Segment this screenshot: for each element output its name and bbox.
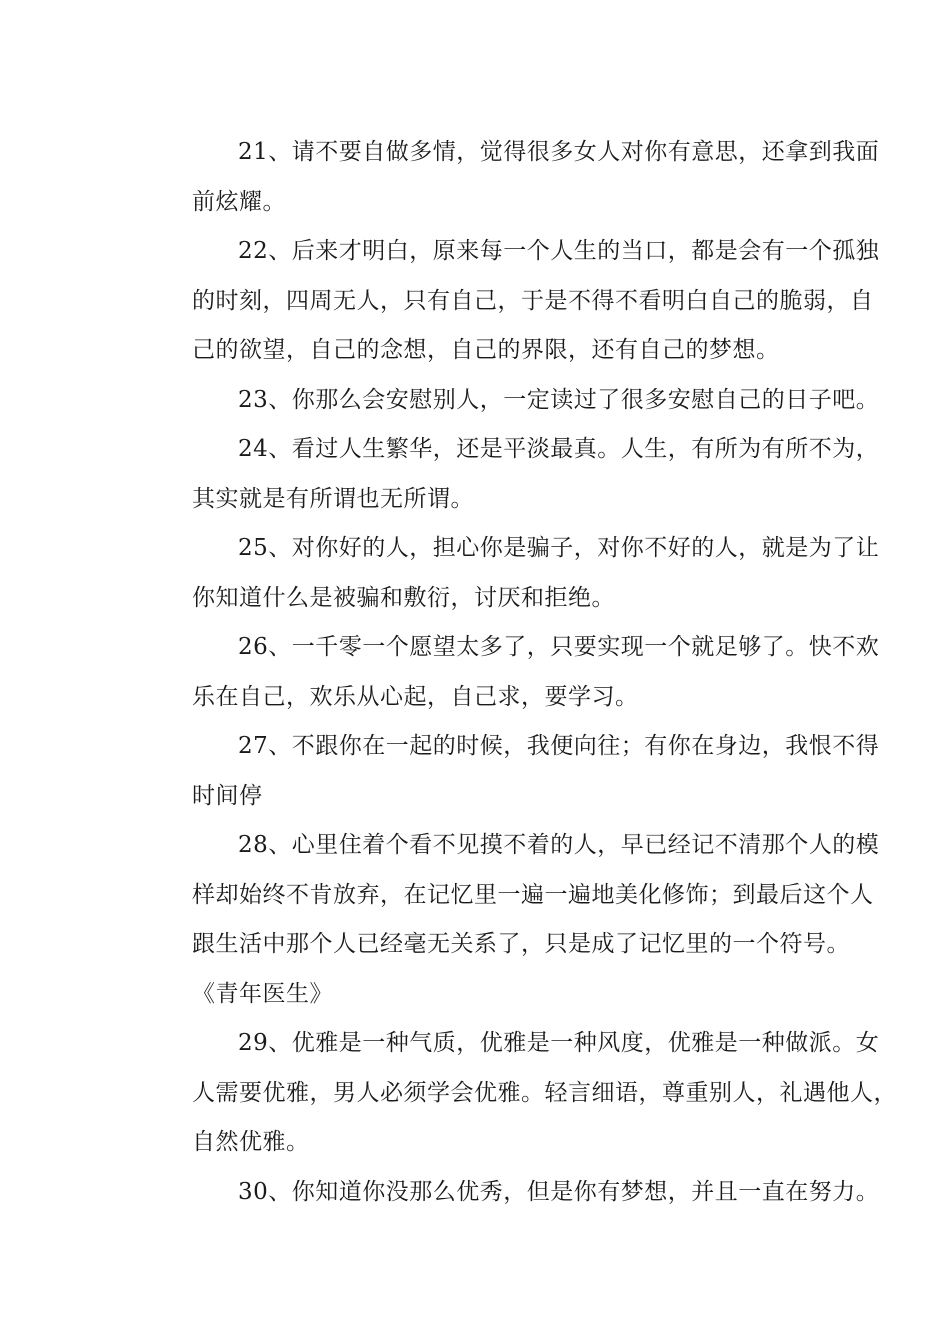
text-line: 26、一千零一个愿望太多了，只要实现一个就足够了。快不欢 [238, 634, 880, 660]
paragraph-25 [146, 524, 880, 623]
text-line: 前炫耀。 [192, 188, 286, 215]
text-line: 28、心里住着个看不见摸不着的人，早已经记不清那个人的模 [238, 832, 880, 858]
text-line: 时间停 [192, 782, 263, 809]
text-line: 乐在自己，欢乐从心起，自己求，要学习。 [192, 683, 639, 710]
text-line: 29、优雅是一种气质，优雅是一种风度，优雅是一种做派。女 [238, 1030, 880, 1056]
text-line: 己的欲望，自己的念想，自己的界限，还有自己的梦想。 [192, 337, 780, 363]
text-line: 跟生活中那个人已经毫无关系了，只是成了记忆里的一个符号。 [192, 931, 850, 957]
text-line: 22、后来才明白，原来每一个人生的当口，都是会有一个孤独 [238, 238, 880, 264]
text-line: 你知道什么是被骗和敷衍，讨厌和拒绝。 [192, 584, 615, 611]
text-line: 《青年医生》 [192, 980, 333, 1007]
text-line: 的时刻，四周无人，只有自己，于是不得不看明白自己的脆弱，自 [192, 287, 874, 314]
text-line: 21、请不要自做多情，觉得很多女人对你有意思，还拿到我面 [238, 139, 880, 165]
paragraph-29 [146, 1019, 897, 1168]
text-line: 样却始终不肯放弃，在记忆里一遍一遍地美化修饰；到最后这个人 [192, 881, 874, 908]
paragraph-30 [146, 1168, 880, 1218]
text-line: 30、你知道你没那么优秀，但是你有梦想，并且一直在努力。 [238, 1178, 880, 1205]
paragraph-26 [146, 623, 880, 722]
text-line: 25、对你好的人，担心你是骗子，对你不好的人，就是为了让 [238, 535, 880, 561]
document-body [146, 128, 897, 1217]
text-line: 自然优雅。 [192, 1129, 310, 1155]
paragraph-27 [146, 722, 880, 821]
text-line: 23、你那么会安慰别人，一定读过了很多安慰自己的日子吧。 [238, 386, 880, 413]
paragraph-22 [146, 227, 880, 376]
text-line: 27、不跟你在一起的时候，我便向往；有你在身边，我恨不得 [238, 733, 880, 759]
text-line: 人需要优雅，男人必须学会优雅。轻言细语，尊重别人，礼遇他人， [192, 1079, 897, 1106]
paragraph-23 [146, 376, 880, 426]
text-line: 24、看过人生繁华，还是平淡最真。人生，有所为有所不为， [238, 436, 880, 462]
paragraph-24 [146, 425, 880, 524]
paragraph-21 [146, 128, 880, 227]
text-line: 其实就是有所谓也无所谓。 [192, 485, 474, 512]
paragraph-28 [146, 821, 880, 1019]
